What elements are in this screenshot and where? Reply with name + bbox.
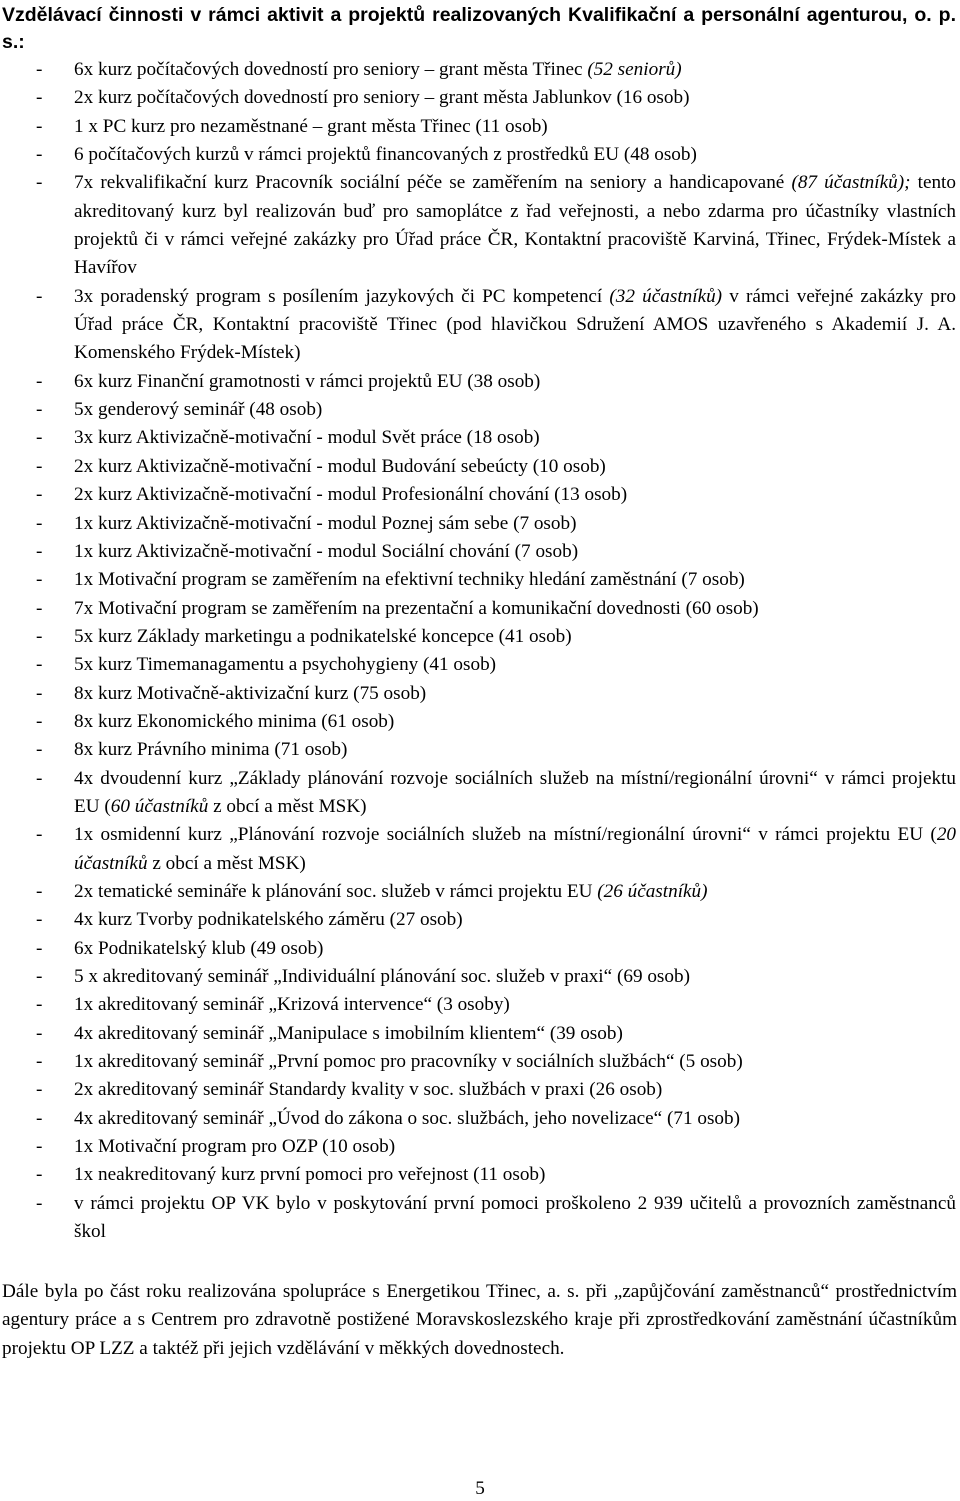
bullet-dash: -	[36, 994, 43, 1016]
item-text: 7x rekvalifikační kurz Pracovník sociální péče se zaměřením na seniory a handicapované	[74, 172, 792, 194]
item-text: 7x Motivační program se zaměřením na prezentační a komunikační dovednosti (60 osob)	[74, 597, 759, 619]
item-emphasis: (26 účastníků)	[597, 880, 708, 902]
bullet-dash: -	[36, 569, 43, 591]
bullet-dash: -	[36, 739, 43, 761]
page-number: 5	[475, 1478, 485, 1499]
list-item	[0, 1020, 956, 1048]
bullet-dash: -	[36, 512, 43, 534]
item-text: 8x kurz Právního minima (71 osob)	[74, 739, 348, 761]
list-item	[0, 566, 956, 594]
list-item	[0, 169, 956, 282]
item-text: 1x neakreditovaný kurz první pomoci pro veřejnost (11 osob)	[74, 1164, 546, 1186]
item-emphasis: (87 účastníků);	[791, 172, 911, 194]
item-text: 2x kurz počítačových dovedností pro seniory – grant města Jablunkov (16 osob)	[74, 87, 690, 109]
bullet-dash: -	[36, 1136, 43, 1158]
list-item	[0, 963, 956, 991]
item-text: 4x akreditovaný seminář „Úvod do zákona o soc. službách, jeho novelizace“ (71 osob)	[74, 1107, 741, 1129]
closing-paragraph: Dále byla po část roku realizována spolupráce s Energetikou Třinec, a. s. při „zapůjčování zaměstnanců“ prostřednictvím agentury práce a s Centrem pro zdravotně postižené Moravskoslezského kraje při zprostředkování zaměstnání účastníkům projektu OP LZZ a taktéž při jejich vzdělávání v měkkých dovednostech.	[2, 1281, 957, 1359]
item-text: 5 x akreditovaný seminář „Individuální plánování soc. služeb v praxi“ (69 osob)	[74, 966, 690, 987]
item-text: 4x dvoudenní kurz „Základy plánování rozvoje sociálních služeb na místní/regionální úrovni“ v rámci projektu EU (	[74, 767, 956, 817]
list-item	[0, 878, 956, 906]
list-item	[0, 1048, 956, 1076]
list-item	[0, 481, 956, 509]
list-item	[0, 623, 956, 651]
list-item	[0, 680, 956, 708]
list-item	[0, 113, 956, 141]
bullet-dash: -	[36, 880, 43, 902]
list-item	[0, 84, 956, 112]
item-text: 2x kurz Aktivizačně-motivační - modul Profesionální chování (13 osob)	[74, 484, 628, 506]
list-item	[0, 368, 956, 396]
bullet-dash: -	[36, 484, 43, 506]
bullet-dash: -	[36, 1079, 43, 1101]
list-item	[0, 595, 956, 623]
list-item	[0, 424, 956, 452]
item-text: 8x kurz Ekonomického minima (61 osob)	[74, 710, 395, 732]
item-text: 1x akreditovaný seminář „Krizová intervence“ (3 osoby)	[74, 994, 510, 1016]
item-text-continued: v rámci veřejné zakázky pro Úřad práce ČR, Kontaktní pracoviště Třinec (pod hlavičkou Sdružení AMOS uzavřeného s Akademií J. A. Komenského Frýdek-Místek)	[74, 285, 956, 364]
bullet-dash: -	[36, 682, 43, 704]
item-text-continued: z obcí a měst MSK)	[208, 795, 367, 817]
section-heading: Vzdělávací činnosti v rámci aktivit a projektů realizovaných Kvalifikační a personální agenturou, o. p. s.:	[2, 4, 956, 53]
list-item	[0, 1105, 956, 1133]
bullet-dash: -	[36, 87, 43, 109]
bullet-dash: -	[36, 654, 43, 676]
item-text: 8x kurz Motivačně-aktivizační kurz (75 osob)	[74, 682, 427, 704]
bullet-dash: -	[36, 455, 43, 477]
list-item	[0, 396, 956, 424]
item-text: 2x akreditovaný seminář Standardy kvality v soc. službách v praxi (26 osob)	[74, 1079, 663, 1101]
item-text: 5x kurz Timemanagamentu a psychohygieny (41 osob)	[74, 654, 497, 676]
bullet-dash: -	[36, 937, 43, 959]
list-item	[0, 821, 956, 878]
item-text: 6 počítačových kurzů v rámci projektů financovaných z prostředků EU (48 osob)	[74, 144, 697, 166]
item-text: 1x osmidenní kurz „Plánování rozvoje sociálních služeb na místní/regionální úrovni“ v rámci projektu EU (	[74, 824, 937, 846]
item-text-continued: z obcí a měst MSK)	[147, 852, 306, 874]
item-text: 4x akreditovaný seminář „Manipulace s imobilním klientem“ (39 osob)	[74, 1022, 623, 1044]
item-text: 5x genderový seminář (48 osob)	[74, 399, 323, 421]
bullet-dash: -	[36, 285, 43, 307]
bullet-dash: -	[36, 966, 43, 987]
bullet-dash: -	[36, 540, 43, 562]
list-item	[0, 1190, 956, 1247]
item-text: 1x kurz Aktivizačně-motivační - modul Poznej sám sebe (7 osob)	[74, 512, 577, 534]
bullet-dash: -	[36, 625, 43, 647]
item-text: 6x Podnikatelský klub (49 osob)	[74, 937, 324, 959]
item-text-continued: tento akreditovaný kurz byl realizován buď pro samoplátce z řad veřejnosti, a nebo zdarma pro účastníky vlastních projektů či v rámci veřejné zakázky pro Úřad práce ČR, Kontaktní pracoviště Karviná, Třinec, Frýdek-Místek a Havířov	[74, 172, 956, 279]
list-item	[0, 283, 956, 368]
bullet-dash: -	[36, 370, 43, 392]
bullet-dash: -	[36, 1051, 43, 1073]
list-item	[0, 1161, 956, 1189]
item-text: 1x Motivační program se zaměřením na efektivní techniky hledání zaměstnání (7 osob)	[74, 569, 745, 591]
bullet-dash: -	[36, 909, 43, 931]
bullet-dash: -	[36, 1192, 43, 1214]
item-text: 3x poradenský program s posílením jazykových či PC kompetencí	[74, 285, 610, 307]
item-text: 5x kurz Základy marketingu a podnikatelské koncepce (41 osob)	[74, 625, 572, 647]
item-text: 2x tematické semináře k plánování soc. služeb v rámci projektu EU	[74, 880, 598, 902]
item-emphasis: 60 účastníků	[110, 795, 209, 817]
item-text: 1 x PC kurz pro nezaměstnané – grant města Třinec (11 osob)	[74, 115, 548, 137]
bullet-dash: -	[36, 1107, 43, 1129]
list-item	[0, 538, 956, 566]
bullet-dash: -	[36, 824, 43, 846]
item-text: 1x kurz Aktivizačně-motivační - modul Sociální chování (7 osob)	[74, 540, 579, 562]
list-item	[0, 510, 956, 538]
bullet-dash: -	[36, 172, 43, 194]
bullet-dash: -	[36, 427, 43, 449]
item-text: 4x kurz Tvorby podnikatelského záměru (27 osob)	[74, 909, 463, 931]
list-item	[0, 906, 956, 934]
bullet-dash: -	[36, 710, 43, 732]
item-text: 6x kurz počítačových dovedností pro seniory – grant města Třinec	[74, 59, 588, 80]
list-item	[0, 56, 956, 84]
item-text: 3x kurz Aktivizačně-motivační - modul Svět práce (18 osob)	[74, 427, 540, 449]
list-item	[0, 991, 956, 1019]
bullet-dash: -	[36, 597, 43, 619]
list-item	[0, 1076, 956, 1104]
list-item	[0, 1133, 956, 1161]
list-item	[0, 141, 956, 169]
item-emphasis: 20 účastníků	[74, 824, 956, 874]
item-text: v rámci projektu OP VK bylo v poskytování první pomoci proškoleno 2 939 učitelů a provozních zaměstnanců škol	[74, 1192, 956, 1243]
bullet-dash: -	[36, 767, 43, 789]
item-text: 6x kurz Finanční gramotnosti v rámci projektů EU (38 osob)	[74, 370, 541, 392]
bullet-dash: -	[36, 1164, 43, 1186]
list-item	[0, 708, 956, 736]
item-text: 1x akreditovaný seminář „První pomoc pro pracovníky v sociálních službách“ (5 osob)	[74, 1051, 743, 1073]
item-emphasis: (32 účastníků)	[609, 285, 723, 307]
bullet-dash: -	[36, 115, 43, 137]
bullet-dash: -	[36, 1022, 43, 1044]
item-text: 1x Motivační program pro OZP (10 osob)	[74, 1136, 396, 1158]
item-text: 2x kurz Aktivizačně-motivační - modul Budování sebeúcty (10 osob)	[74, 455, 606, 477]
bullet-dash: -	[36, 144, 43, 166]
bullet-dash: -	[36, 399, 43, 421]
activity-list	[0, 56, 956, 1246]
bullet-dash: -	[36, 59, 43, 80]
list-item	[0, 453, 956, 481]
list-item	[0, 736, 956, 764]
list-item	[0, 935, 956, 963]
list-item	[0, 765, 956, 822]
item-emphasis: (52 seniorů)	[587, 59, 682, 80]
list-item	[0, 651, 956, 679]
